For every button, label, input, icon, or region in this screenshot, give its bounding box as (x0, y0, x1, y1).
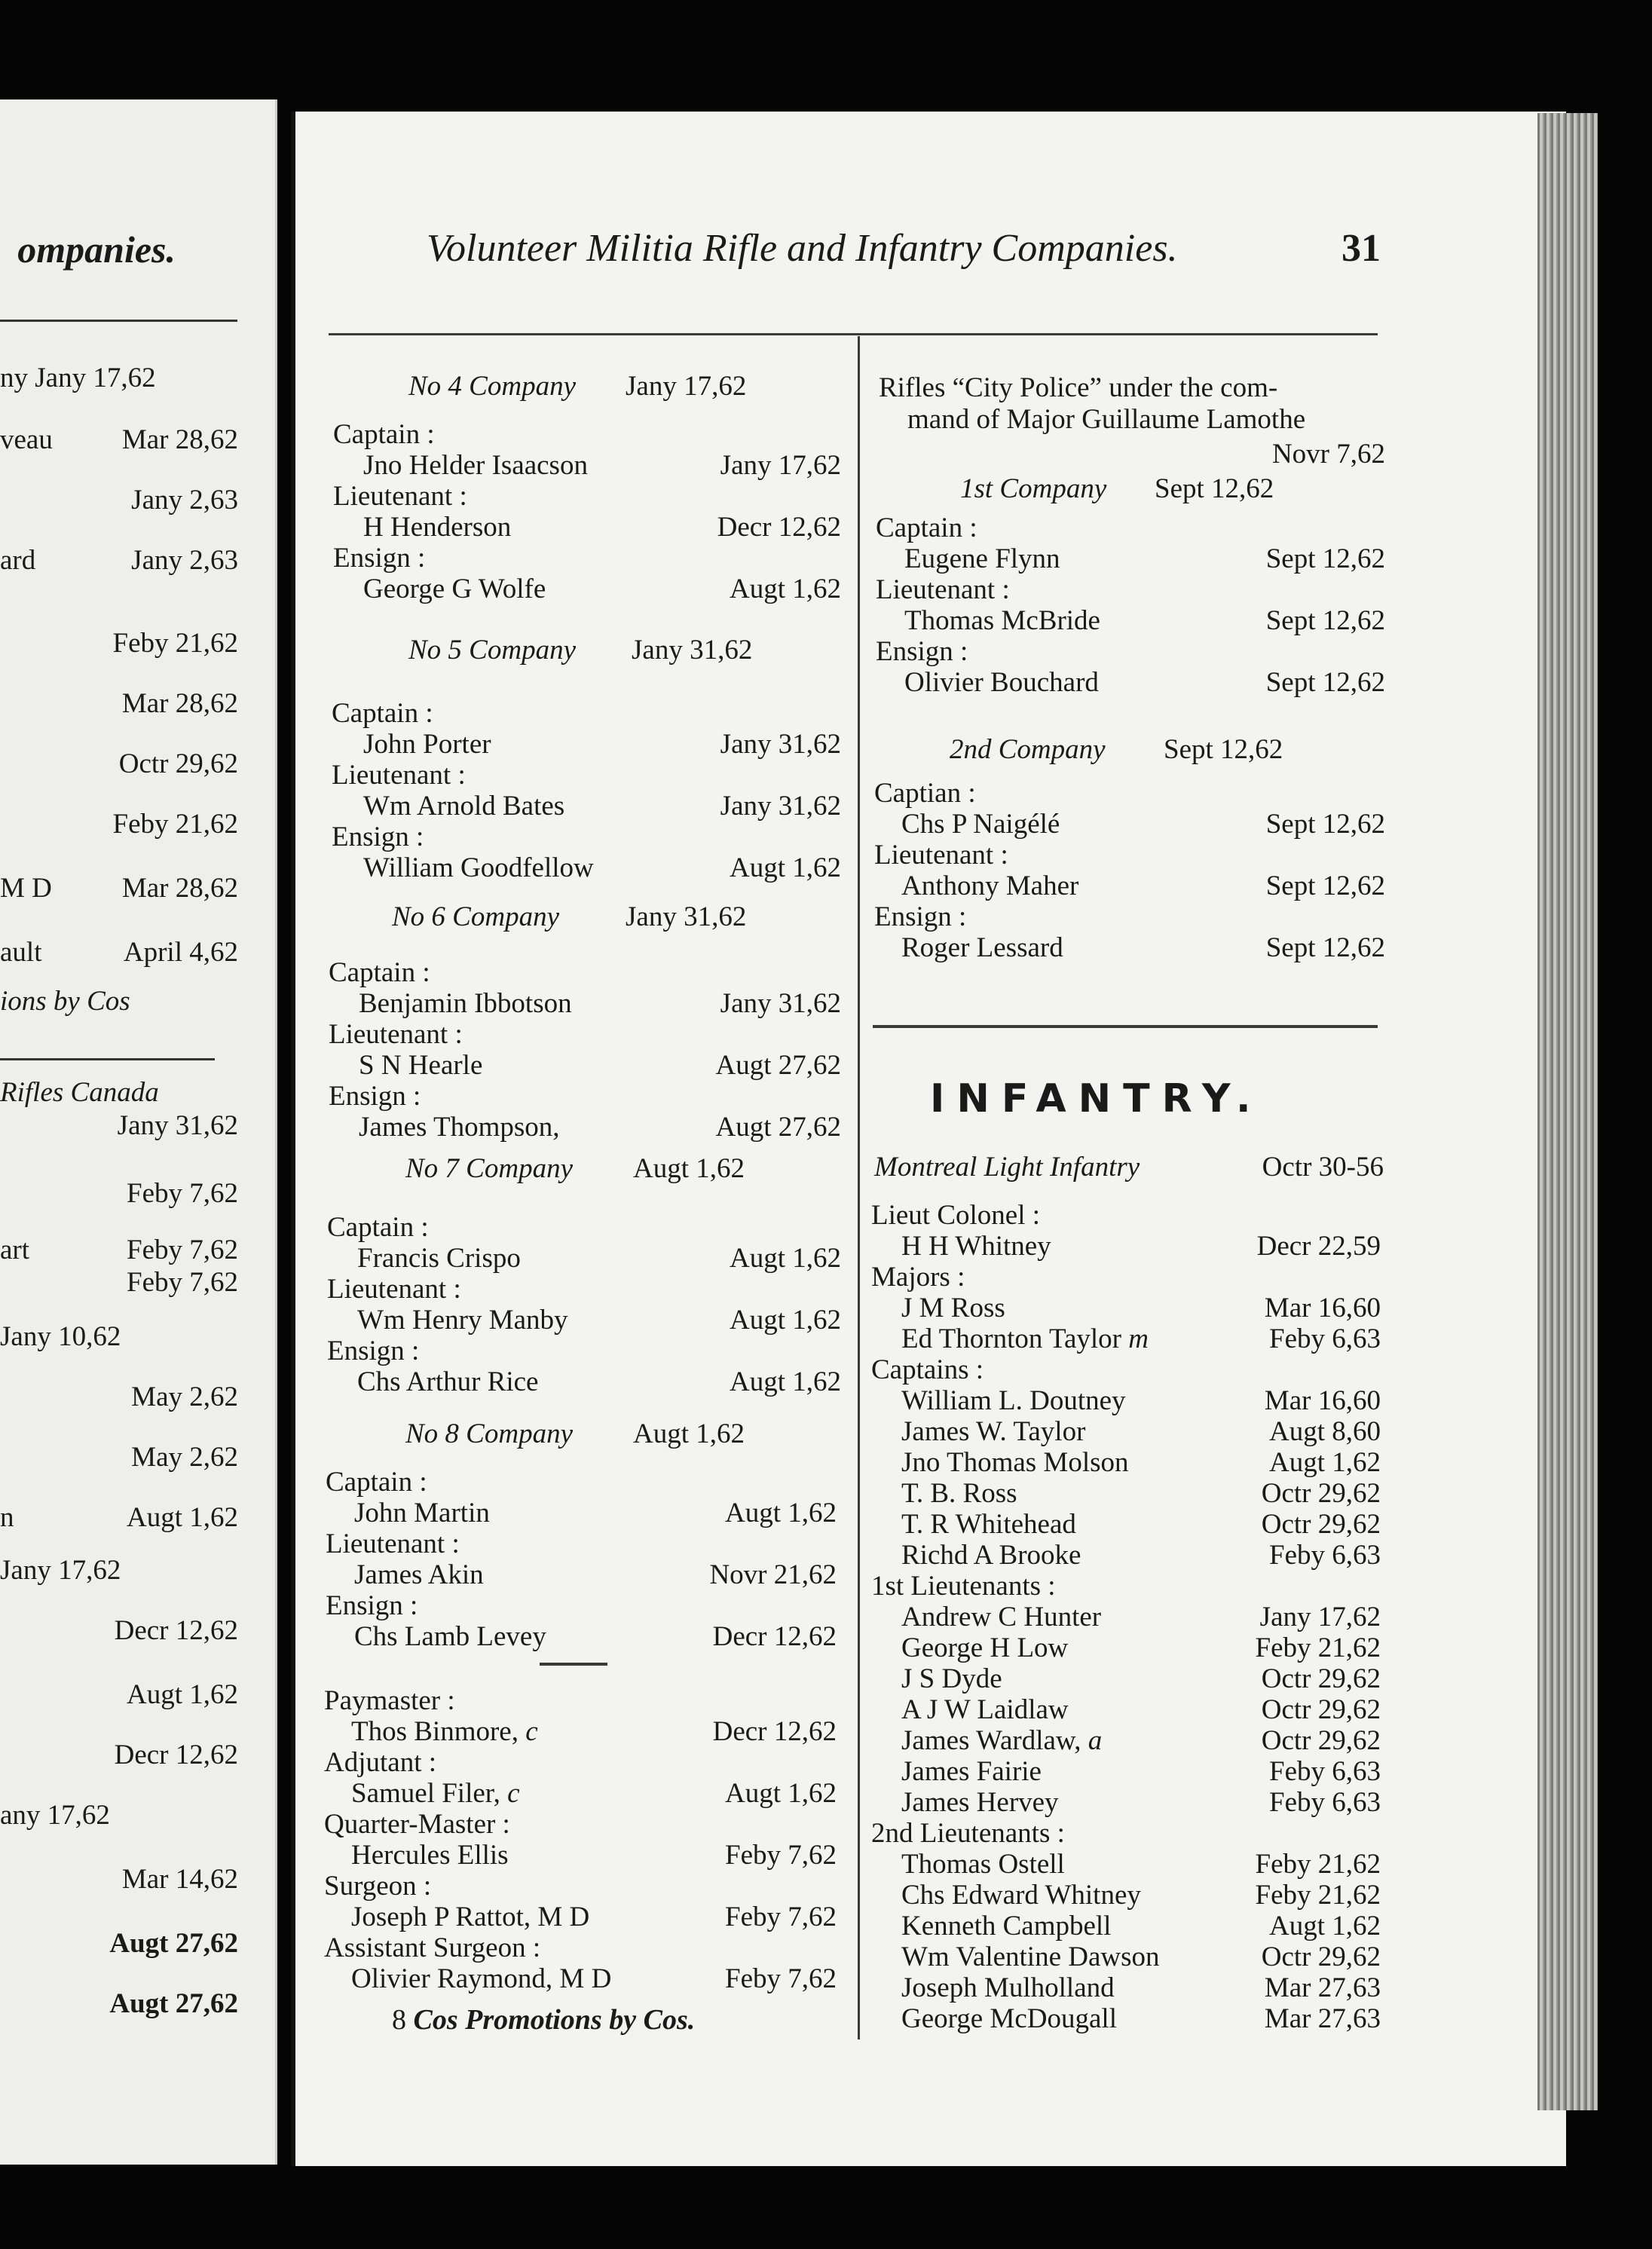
officer-name: Olivier Raymond, M D (351, 1963, 612, 1994)
rank-label: Lieutenant : (332, 760, 466, 791)
facing-page-date: Mar 28,62 (121, 688, 238, 719)
facing-page-date: May 2,62 (131, 1382, 238, 1412)
facing-page-line (0, 544, 238, 577)
commission-date: Augt 1,62 (730, 1366, 841, 1397)
rank-label: Lieutenant : (876, 574, 1010, 605)
company-date: Jany 31,62 (626, 901, 747, 932)
officer-name: Thomas McBride (904, 605, 1100, 636)
commission-date: Augt 1,62 (730, 1243, 841, 1274)
rank-label: Ensign : (332, 822, 424, 852)
officer-name: Wm Arnold Bates (363, 791, 565, 822)
promotions-text: Cos Promotions by Cos. (413, 2004, 696, 2036)
commission-date: Mar 16,60 (1264, 1385, 1381, 1416)
rank-label: Ensign : (874, 901, 967, 932)
facing-page-date: Decr 12,62 (114, 1615, 238, 1646)
facing-page-line (0, 985, 238, 1017)
officer-name: S N Hearle (359, 1050, 483, 1081)
commission-date: Sept 12,62 (1265, 605, 1385, 636)
company-date: Sept 12,62 (1164, 734, 1283, 765)
facing-page-date: Feby 21,62 (112, 809, 238, 840)
officer-name: Chs Lamb Levey (354, 1621, 546, 1652)
commission-date: Jany 31,62 (720, 729, 841, 760)
facing-page-date: Mar 28,62 (121, 873, 238, 904)
facing-page-rule (0, 320, 237, 322)
officer-name: Chs Edward Whitney (901, 1880, 1141, 1911)
officer-name: James Fairie (901, 1756, 1042, 1787)
facing-page-date: Jany 2,63 (131, 545, 238, 576)
officer-name: Joseph P Rattot, M D (351, 1902, 590, 1932)
facing-page-rule (0, 1058, 215, 1060)
rank-label: 1st Lieutenants : (871, 1571, 1056, 1602)
rank-label: Captains : (871, 1354, 984, 1385)
officer-suffix: c (500, 1778, 520, 1809)
promotions-count: 8 (392, 2004, 406, 2036)
officer-name: John Porter (363, 729, 491, 760)
company-heading: 2nd Company (950, 734, 1106, 765)
rank-label: Surgeon : (324, 1871, 432, 1902)
facing-page-date: May 2,62 (131, 1442, 238, 1473)
rank-label: Quarter-Master : (324, 1809, 510, 1840)
company-date: Augt 1,62 (633, 1153, 745, 1184)
officer-name: James Wardlaw, a (901, 1725, 1103, 1756)
commission-date: Octr 29,62 (1261, 1663, 1381, 1694)
commission-date: Feby 6,63 (1269, 1787, 1381, 1818)
officer-name: Richd A Brooke (901, 1540, 1081, 1571)
promotions-note (392, 2003, 695, 2036)
facing-page-label: Rifles Canada (0, 1077, 159, 1108)
facing-page-line (0, 1501, 238, 1534)
rank-label: Lieutenant : (327, 1274, 461, 1305)
officer-name: T. R Whitehead (901, 1509, 1076, 1540)
commission-date: Augt 27,62 (715, 1112, 841, 1143)
commission-date: Sept 12,62 (1265, 543, 1385, 574)
regiment-date: Octr 30-56 (1262, 1152, 1384, 1183)
facing-page-line (0, 1234, 238, 1266)
officer-suffix: a (1081, 1725, 1103, 1756)
commission-date: Novr 21,62 (709, 1559, 837, 1590)
rank-label: Adjutant : (324, 1747, 437, 1778)
company-date: Augt 1,62 (633, 1418, 745, 1449)
officer-name: Francis Crispo (357, 1243, 521, 1274)
facing-page-date: Feby 7,62 (127, 1178, 238, 1209)
facing-page-date: Jany 2,63 (131, 485, 238, 516)
officer-name: Wm Henry Manby (357, 1305, 568, 1336)
facing-page-date: Feby 21,62 (112, 628, 238, 659)
commission-date: Feby 6,63 (1269, 1323, 1381, 1354)
facing-page-date: Augt 27,62 (109, 1928, 238, 1959)
commission-date: Jany 31,62 (720, 791, 841, 822)
facing-page-date: April 4,62 (123, 937, 238, 968)
officer-name: James Thompson, (359, 1112, 560, 1143)
commission-date: Sept 12,62 (1265, 932, 1385, 963)
commission-date: Decr 12,62 (712, 1621, 837, 1652)
commission-date: Octr 29,62 (1261, 1694, 1381, 1725)
officer-name: H H Whitney (901, 1231, 1051, 1262)
commission-date: Sept 12,62 (1265, 809, 1385, 840)
officer-suffix: m (1121, 1323, 1149, 1354)
facing-page-line (0, 1076, 238, 1109)
rank-label: Ensign : (326, 1590, 418, 1621)
facing-page-line (0, 1554, 238, 1587)
commission-date: Feby 7,62 (725, 1840, 837, 1871)
facing-page-label: n (0, 1502, 14, 1533)
officer-name: Anthony Maher (901, 871, 1079, 901)
facing-page-date: Feby 7,62 (127, 1267, 238, 1298)
header-rule (329, 333, 1378, 335)
commission-date: Octr 29,62 (1261, 1509, 1381, 1540)
officer-name: Wm Valentine Dawson (901, 1941, 1160, 1972)
facing-page-date: Jany 31,62 (117, 1110, 238, 1141)
rank-label: Assistant Surgeon : (324, 1932, 541, 1963)
facing-page-date: Augt 1,62 (127, 1502, 238, 1533)
infantry-title: INFANTRY. (930, 1076, 1263, 1121)
facing-page-date: Decr 12,62 (114, 1740, 238, 1770)
commission-date: Decr 12,62 (712, 1716, 837, 1747)
facing-page-line (0, 1320, 238, 1353)
officer-name: A J W Laidlaw (901, 1694, 1069, 1725)
officer-name: Eugene Flynn (904, 543, 1060, 574)
facing-page-label: any 17,62 (0, 1800, 110, 1831)
officer-suffix: c (518, 1716, 538, 1747)
commission-date: Jany 17,62 (720, 450, 841, 481)
facing-page-date: Mar 14,62 (121, 1864, 238, 1895)
commission-date: Feby 21,62 (1255, 1849, 1381, 1880)
rank-label: 2nd Lieutenants : (871, 1818, 1065, 1849)
officer-name: Chs P Naigélé (901, 809, 1060, 840)
facing-page-label: ions by Cos (0, 986, 130, 1017)
commission-date: Jany 31,62 (720, 988, 841, 1019)
officer-name: Hercules Ellis (351, 1840, 509, 1871)
officer-name: Chs Arthur Rice (357, 1366, 539, 1397)
commission-date: Augt 1,62 (730, 1305, 841, 1336)
company-heading: No 7 Company (405, 1153, 573, 1184)
rank-label: Lieutenant : (326, 1528, 460, 1559)
rank-label: Captain : (327, 1212, 429, 1243)
rank-label: Captian : (874, 778, 976, 809)
rank-label: Ensign : (329, 1081, 421, 1112)
facing-page-heading: ompanies. (17, 228, 176, 271)
rank-label: Captain : (876, 513, 977, 543)
commission-date: Feby 21,62 (1255, 1880, 1381, 1911)
facing-page-label: Jany 17,62 (0, 1555, 121, 1586)
facing-page-date: Augt 1,62 (127, 1679, 238, 1710)
officer-name: George McDougall (901, 2003, 1117, 2034)
officer-name: Jno Helder Isaacson (363, 450, 588, 481)
facing-page (0, 99, 277, 2165)
rank-label: Lieutenant : (333, 481, 467, 512)
officer-name: James W. Taylor (901, 1416, 1086, 1447)
commission-date: Feby 7,62 (725, 1963, 837, 1994)
company-heading: No 4 Company (408, 371, 576, 402)
officer-name: Ed Thornton Taylor m (901, 1323, 1149, 1354)
officer-name: T. B. Ross (901, 1478, 1017, 1509)
commission-date: Augt 1,62 (725, 1498, 837, 1528)
facing-page-date: Augt 27,62 (109, 1988, 238, 2019)
commission-date: Decr 22,59 (1256, 1231, 1381, 1262)
commission-date: Mar 27,63 (1264, 1972, 1381, 2003)
running-head: Volunteer Militia Rifle and Infantry Companies. (427, 227, 1178, 270)
commission-date: Feby 21,62 (1255, 1632, 1381, 1663)
rank-label: Ensign : (333, 543, 426, 574)
intro-line: mand of Major Guillaume Lamothe (907, 404, 1306, 435)
commission-date: Mar 27,63 (1264, 2003, 1381, 2034)
facing-page-line (0, 872, 238, 904)
rank-label: Captain : (333, 419, 435, 450)
officer-name: John Martin (354, 1498, 490, 1528)
commission-date: Sept 12,62 (1265, 871, 1385, 901)
rank-label: Captain : (326, 1467, 427, 1498)
commission-date: Decr 12,62 (717, 512, 841, 543)
officer-name: Thomas Ostell (901, 1849, 1065, 1880)
facing-page-label: art (0, 1235, 30, 1265)
facing-page-label: ault (0, 937, 42, 968)
page-number: 31 (1341, 227, 1381, 270)
facing-page-line (0, 1799, 238, 1831)
officer-name: James Hervey (901, 1787, 1059, 1818)
intro-date: Novr 7,62 (1271, 439, 1385, 470)
commission-date: Augt 8,60 (1269, 1416, 1381, 1447)
rank-label: Captain : (332, 698, 433, 729)
rank-label: Majors : (871, 1262, 965, 1293)
facing-page-label: Jany 10,62 (0, 1321, 121, 1352)
commission-date: Augt 1,62 (730, 574, 841, 604)
officer-name: Olivier Bouchard (904, 667, 1099, 698)
rank-label: Lieut Colonel : (871, 1200, 1041, 1231)
company-heading: 1st Company (960, 473, 1107, 504)
commission-date: Feby 6,63 (1269, 1540, 1381, 1571)
rank-label: Lieutenant : (874, 840, 1008, 871)
officer-name: George G Wolfe (363, 574, 546, 604)
company-date: Jany 17,62 (626, 371, 747, 402)
commission-date: Octr 29,62 (1261, 1941, 1381, 1972)
rank-label: Ensign : (876, 636, 968, 667)
facing-page-label: ny Jany 17,62 (0, 363, 156, 393)
commission-date: Octr 29,62 (1261, 1478, 1381, 1509)
regiment-heading: Montreal Light Infantry (874, 1152, 1140, 1183)
intro-line: Rifles “City Police” under the com- (879, 372, 1278, 403)
officer-name: Andrew C Hunter (901, 1602, 1102, 1632)
facing-page-line (0, 936, 238, 968)
commission-date: Feby 6,63 (1269, 1756, 1381, 1787)
rank-label: Captain : (329, 957, 430, 988)
facing-page-date: Mar 28,62 (121, 424, 238, 455)
company-date: Jany 31,62 (632, 635, 753, 666)
company-heading: No 6 Company (392, 901, 559, 932)
section-rule (873, 1025, 1378, 1028)
officer-name: Benjamin Ibbotson (359, 988, 572, 1019)
officer-name: Samuel Filer, c (351, 1778, 520, 1809)
commission-date: Feby 7,62 (725, 1902, 837, 1932)
commission-date: Octr 29,62 (1261, 1725, 1381, 1756)
officer-name: William Goodfellow (363, 852, 594, 883)
rank-label: Paymaster : (324, 1685, 455, 1716)
commission-date: Augt 1,62 (730, 852, 841, 883)
officer-name: Thos Binmore, c (351, 1716, 538, 1747)
officer-name: Joseph Mulholland (901, 1972, 1115, 2003)
officer-name: Roger Lessard (901, 932, 1063, 963)
company-date: Sept 12,62 (1155, 473, 1274, 504)
officer-name: Jno Thomas Molson (901, 1447, 1129, 1478)
company-heading: No 5 Company (408, 635, 576, 666)
facing-page-label: veau (0, 424, 53, 455)
officer-name: H Henderson (363, 512, 512, 543)
commission-date: Mar 16,60 (1264, 1293, 1381, 1323)
column-divider (858, 336, 860, 2039)
commission-date: Augt 27,62 (715, 1050, 841, 1081)
rank-label: Lieutenant : (329, 1019, 463, 1050)
commission-date: Sept 12,62 (1265, 667, 1385, 698)
staff-rule (540, 1663, 607, 1666)
facing-page-date: Feby 7,62 (127, 1235, 238, 1265)
commission-date: Augt 1,62 (725, 1778, 837, 1809)
commission-date: Augt 1,62 (1269, 1911, 1381, 1941)
officer-name: George H Low (901, 1632, 1069, 1663)
facing-page-date: Octr 29,62 (118, 748, 238, 779)
officer-name: James Akin (354, 1559, 484, 1590)
rank-label: Ensign : (327, 1336, 420, 1366)
officer-name: J S Dyde (901, 1663, 1002, 1694)
page-edge (1537, 113, 1598, 2110)
commission-date: Jany 17,62 (1259, 1602, 1381, 1632)
facing-page-line (0, 362, 238, 394)
officer-name: William L. Doutney (901, 1385, 1126, 1416)
facing-page-label: M D (0, 873, 52, 904)
company-heading: No 8 Company (405, 1418, 573, 1449)
officer-name: J M Ross (901, 1293, 1005, 1323)
facing-page-line (0, 424, 238, 456)
officer-name: Kenneth Campbell (901, 1911, 1112, 1941)
commission-date: Augt 1,62 (1269, 1447, 1381, 1478)
facing-page-label: ard (0, 545, 36, 576)
